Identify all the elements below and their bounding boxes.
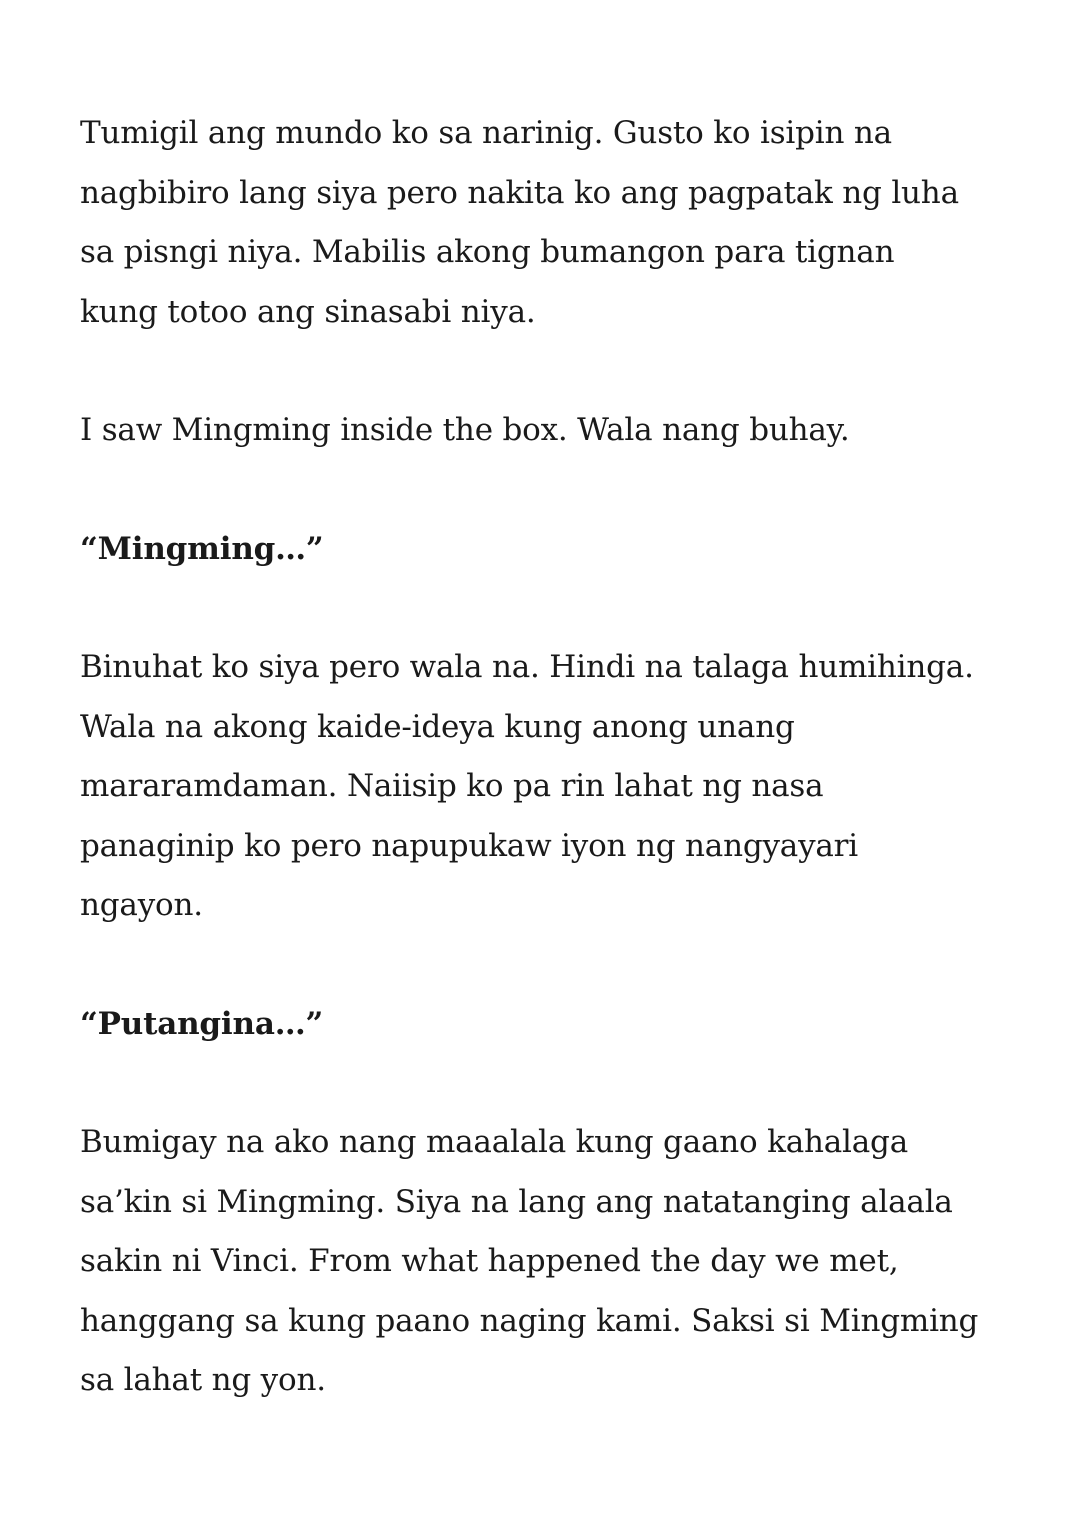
- dialogue-putangina: [80, 995, 1020, 1055]
- text-line: mararamdaman. Naiisip ko pa rin lahat ng nasa: [80, 768, 824, 804]
- document-page: [80, 104, 1020, 1470]
- text-line: hanggang sa kung paano naging kami. Saksi si Mingming: [80, 1302, 979, 1339]
- text-line: panaginip ko pero napupukaw iyon ng nangyayari: [80, 827, 859, 864]
- text-line: “Putangina…”: [80, 1005, 324, 1042]
- paragraph-2: [80, 401, 1020, 461]
- text-line: sakin ni Vinci. From what happened the day we met,: [80, 1243, 899, 1279]
- paragraph-6: [80, 1113, 1020, 1411]
- text-line: sa lahat ng yon.: [80, 1362, 326, 1398]
- text-line: nagbibiro lang siya pero nakita ko ang pagpatak ng luha: [80, 174, 959, 211]
- text-line: ngayon.: [80, 887, 203, 923]
- text-line: Binuhat ko siya pero wala na. Hindi na talaga humihinga.: [80, 649, 974, 685]
- text-line: Tumigil ang mundo ko sa narinig. Gusto ko isipin na: [80, 115, 892, 151]
- paragraph-1: [80, 104, 1020, 342]
- text-line: kung totoo ang sinasabi niya.: [80, 293, 536, 330]
- text-line: “Mingming…”: [80, 530, 324, 567]
- text-line: sa’kin si Mingming. Siya na lang ang natatanging alaala: [80, 1183, 953, 1220]
- text-line: Bumigay na ako nang maaalala kung gaano kahalaga: [80, 1124, 908, 1160]
- text-line: Wala na akong kaide-ideya kung anong unang: [80, 708, 795, 745]
- paragraph-4: [80, 638, 1020, 936]
- dialogue-mingming: [80, 520, 1020, 580]
- text-line: I saw Mingming inside the box. Wala nang buhay.: [80, 412, 850, 448]
- text-line: sa pisngi niya. Mabilis akong bumangon para tignan: [80, 234, 895, 270]
